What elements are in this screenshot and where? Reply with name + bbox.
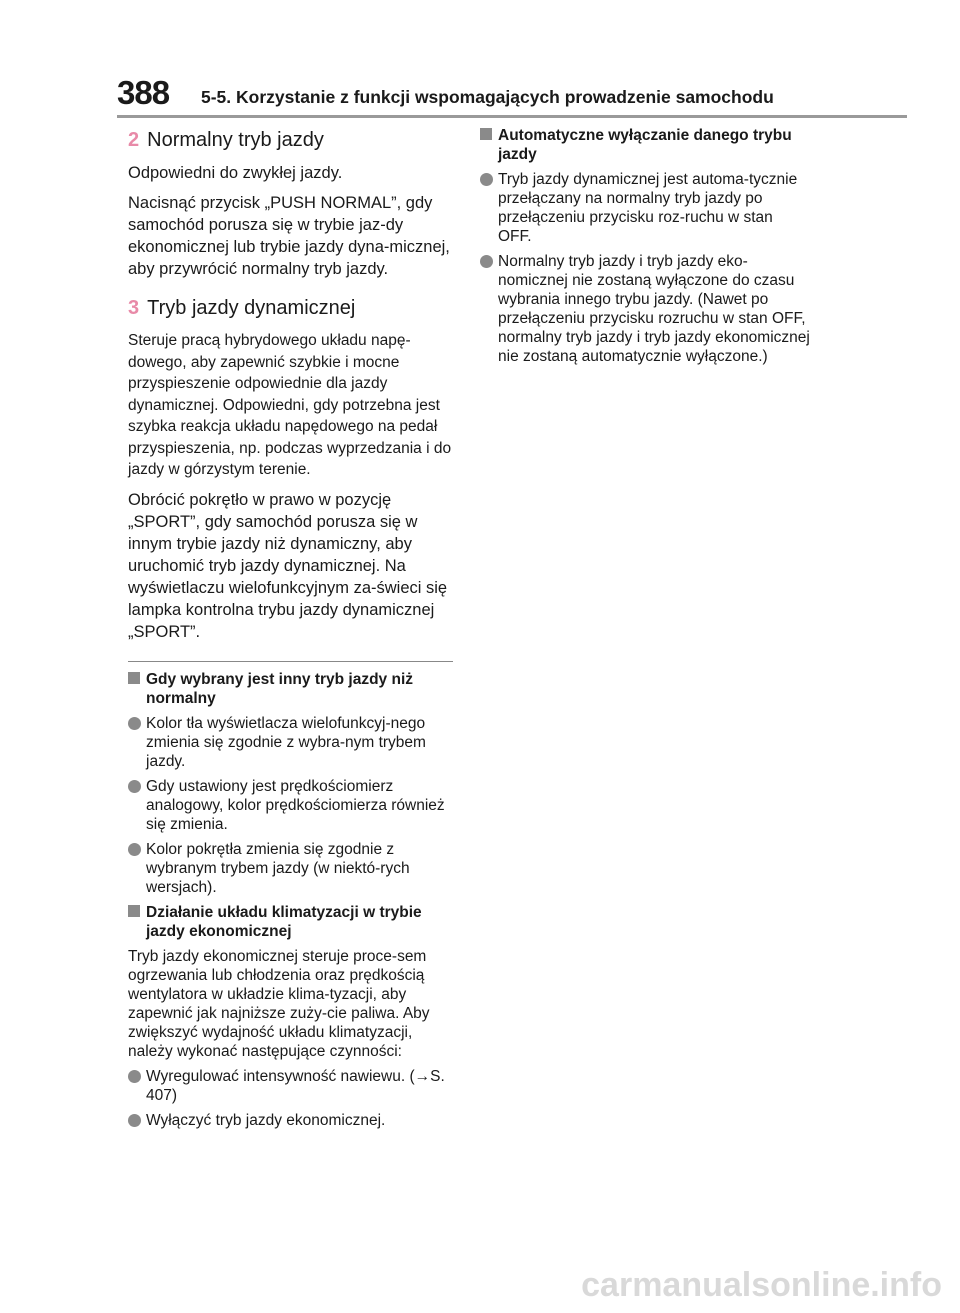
list-item	[128, 714, 453, 771]
circle-bullet-icon	[480, 255, 493, 268]
note-heading-text: Automatyczne wyłączanie danego trybu jazdy	[498, 127, 792, 163]
square-bullet-icon	[128, 672, 140, 684]
notes-divider	[128, 661, 453, 662]
section-title: 5-5. Korzystanie z funkcji wspomagających prowadzenie samochodu	[201, 87, 774, 107]
list-item	[480, 252, 810, 366]
item-2-number: 2	[128, 129, 140, 151]
list-item	[480, 170, 810, 246]
page-number: 388	[117, 74, 170, 111]
list-item-text: Tryb jazdy dynamicznej jest automa-tycznie przełączany na normalny tryb jazdy po przełączeniu przycisku roz-ruchu w stan OFF.	[498, 171, 798, 245]
item-3-heading	[128, 294, 453, 322]
list-item-text: Normalny tryb jazdy i tryb jazdy eko-nomicznej nie zostaną wyłączone do czasu wybrania innego trybu jazdy. (Nawet po przełączeniu przycisku rozruchu w stan OFF, normalny tryb jazdy i tryb jazdy ekonomicznej nie zostaną automatycznie wyłączone.)	[498, 253, 810, 365]
item-2-paragraph-1: Odpowiedni do zwykłej jazdy.	[128, 164, 343, 182]
left-column	[128, 126, 453, 1136]
item-2-heading	[128, 126, 453, 154]
item-2-paragraph-2: Nacisnąć przycisk „PUSH NORMAL”, gdy samochód porusza się w trybie jaz-dy ekonomicznej lub trybie jazdy dyna-micznej, aby przywrócić normalny tryb jazdy.	[128, 194, 450, 278]
list-item-text: Kolor tła wyświetlacza wielofunkcyj-nego zmienia się zgodnie z wybra-nym trybem jazdy.	[146, 714, 426, 770]
header-divider	[117, 115, 907, 118]
item-3-paragraph-2: Obrócić pokrętło w prawo w pozycję „SPORT”, gdy samochód porusza się w innym trybie jazdy niż dynamiczny, aby uruchomić tryb jazdy dynamicznej. Na wyświetlaczu wielofunkcyjnym za-świeci się lampka kontrolna trybu jazdy dynamicznej „SPORT”.	[128, 490, 448, 641]
circle-bullet-icon	[128, 843, 141, 856]
note-heading-text: Działanie układu klimatyzacji w trybie jazdy ekonomicznej	[146, 903, 422, 940]
circle-bullet-icon	[128, 1070, 141, 1083]
item-2-title: Normalny tryb jazdy	[147, 129, 324, 151]
item-3-title: Tryb jazdy dynamicznej	[147, 297, 356, 319]
square-bullet-icon	[480, 128, 492, 140]
square-bullet-icon	[128, 905, 140, 917]
list-item-text: Wyregulować intensywność nawiewu. (→S. 407)	[146, 1067, 445, 1104]
list-item-text: Gdy ustawiony jest prędkościomierz analogowy, kolor prędkościomierza również się zmienia.	[146, 777, 445, 833]
note-heading-climate	[128, 903, 453, 941]
page-header	[117, 74, 907, 118]
list-item-text: Wyłączyć tryb jazdy ekonomicznej.	[146, 1111, 386, 1129]
list-item	[128, 1111, 453, 1130]
note-heading-auto-off	[480, 126, 810, 164]
right-column	[480, 126, 810, 372]
climate-paragraph: Tryb jazdy ekonomicznej steruje proce-sem ogrzewania lub chłodzenia oraz prędkością wentylatora w układzie klima-tyzacji, aby zapewnić jak najniższe zuży-cie paliwa. Aby zwiększyć wydajność układu klimatyzacji, należy wykonać następujące czynności:	[128, 947, 430, 1060]
item-3-number: 3	[128, 297, 140, 319]
circle-bullet-icon	[128, 1114, 141, 1127]
circle-bullet-icon	[128, 780, 141, 793]
circle-bullet-icon	[480, 173, 493, 186]
list-item	[128, 1067, 453, 1105]
list-item	[128, 777, 453, 834]
list-item-text: Kolor pokrętła zmienia się zgodnie z wybranym trybem jazdy (w niektó-rych wersjach).	[146, 840, 410, 896]
note-heading-other-mode	[128, 670, 453, 708]
note-heading-text: Gdy wybrany jest inny tryb jazdy niż normalny	[146, 670, 414, 707]
item-3-paragraph-1: Steruje pracą hybrydowego układu napę-dowego, aby zapewnić szybkie i mocne przyspieszenie odpowiednie dla jazdy dynamicznej. Odpowiedni, gdy potrzebna jest szybka reakcja układu napędowego na pedał przyspieszenia, np. podczas wyprzedzania i do jazdy w górzystym terenie.	[128, 332, 452, 478]
list-item	[128, 840, 453, 897]
circle-bullet-icon	[128, 717, 141, 730]
watermark: carmanualsonline.info	[581, 1266, 942, 1304]
